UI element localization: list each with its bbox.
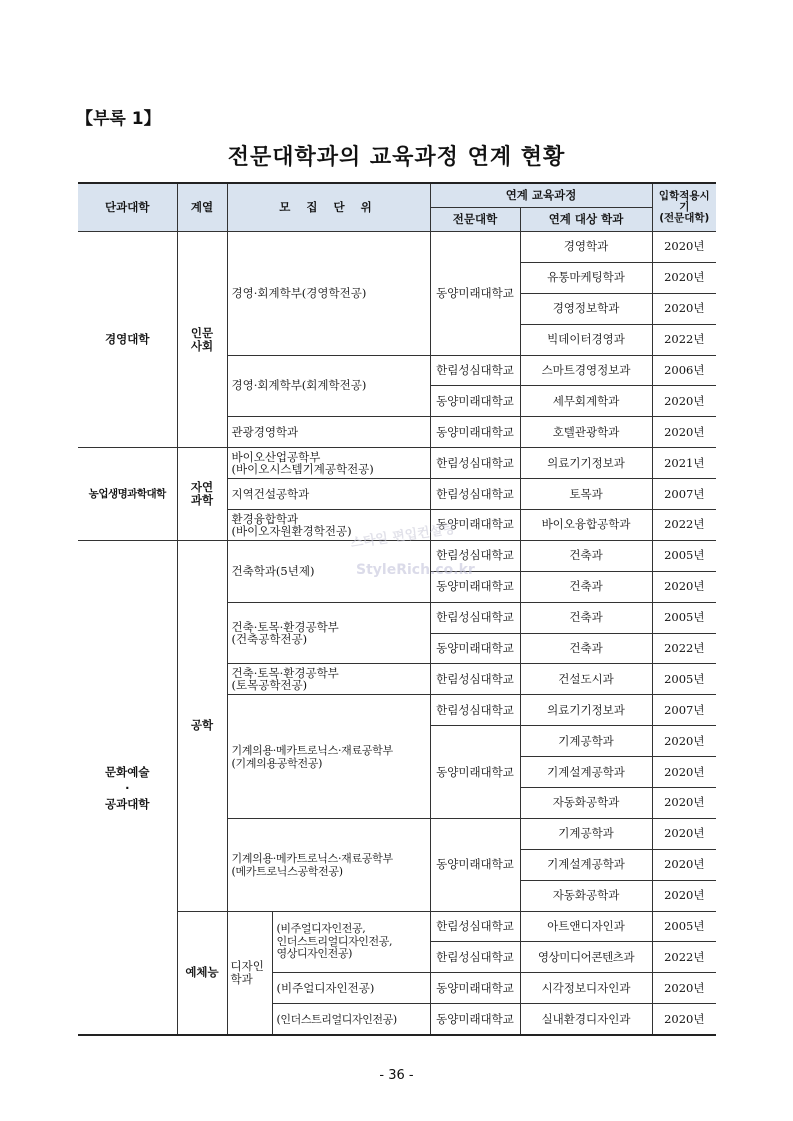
table-header-row [78, 183, 716, 208]
header-unit: 모 집 단 위 [227, 183, 430, 232]
unit-cell: 경영·회계학부(경영학전공) [227, 232, 430, 356]
year-cell: 2007년 [652, 695, 716, 726]
header-linked-curriculum: 연계 교육과정 [430, 183, 652, 208]
track-cell: 인문 사회 [177, 232, 227, 448]
unit-cell: 바이오산업공학부 (바이오시스템기계공학전공) [227, 448, 430, 479]
junior-college-cell: 한림성심대학교 [430, 664, 520, 695]
junior-college-cell: 한림성심대학교 [430, 942, 520, 973]
year-cell: 2021년 [652, 448, 716, 479]
target-dept-cell: 건축과 [520, 602, 652, 633]
target-dept-cell: 기계공학과 [520, 818, 652, 849]
header-target-dept: 연계 대상 학과 [520, 208, 652, 232]
unit-cell: (인더스트리얼디자인전공) [272, 1004, 430, 1035]
year-cell: 2020년 [652, 1004, 716, 1035]
unit-cell: 경영·회계학부(회계학전공) [227, 355, 430, 417]
junior-college-cell: 동양미래대학교 [430, 973, 520, 1004]
year-cell: 2020년 [652, 417, 716, 448]
year-cell: 2020년 [652, 262, 716, 293]
junior-college-cell: 한림성심대학교 [430, 695, 520, 726]
junior-college-cell: 동양미래대학교 [430, 726, 520, 819]
junior-college-cell: 한림성심대학교 [430, 602, 520, 633]
year-cell: 2020년 [652, 293, 716, 324]
year-cell: 2020년 [652, 849, 716, 880]
junior-college-cell: 동양미래대학교 [430, 232, 520, 356]
page-title: 전문대학과의 교육과정 연계 현황 [227, 145, 566, 170]
target-dept-cell: 건축과 [520, 633, 652, 664]
table-row [78, 448, 716, 479]
track-cell: 자연 과학 [177, 448, 227, 541]
header-admission-year [652, 183, 716, 232]
target-dept-cell: 스마트경영정보과 [520, 355, 652, 386]
target-dept-cell: 의료기기정보과 [520, 448, 652, 479]
junior-college-cell: 동양미래대학교 [430, 818, 520, 911]
junior-college-cell: 동양미래대학교 [430, 571, 520, 602]
unit-cell: 기계의용·메카트로닉스·재료공학부 (기계의용공학전공) [227, 695, 430, 819]
unit-cell: 지역건설공학과 [227, 479, 430, 510]
college-cell: 문화예술 · 공과대학 [78, 540, 177, 1035]
year-cell: 2020년 [652, 973, 716, 1004]
watermark-text: 스타일 편입컨설팅 [349, 521, 456, 552]
unit-cell: 건축학과(5년제) [227, 540, 430, 602]
college-cell: 농업생명과학대학 [78, 448, 177, 541]
target-dept-cell: 바이오융합공학과 [520, 510, 652, 541]
junior-college-cell: 동양미래대학교 [430, 633, 520, 664]
year-cell: 2005년 [652, 664, 716, 695]
year-cell: 2022년 [652, 510, 716, 541]
unit-cell: 관광경영학과 [227, 417, 430, 448]
year-cell: 2022년 [652, 324, 716, 355]
target-dept-cell: 빅데이터경영과 [520, 324, 652, 355]
junior-college-cell: 한림성심대학교 [430, 448, 520, 479]
watermark-url: StyleRich.co.kr [356, 562, 475, 578]
unit-cell: (비주얼디자인전공) [272, 973, 430, 1004]
year-cell: 2020년 [652, 788, 716, 819]
appendix-label: 【부록 1】 [76, 109, 161, 129]
target-dept-cell: 토목과 [520, 479, 652, 510]
college-cell: 경영대학 [78, 232, 177, 448]
junior-college-cell: 한림성심대학교 [430, 479, 520, 510]
target-dept-cell: 시각정보디자인과 [520, 973, 652, 1004]
junior-college-cell: 동양미래대학교 [430, 1004, 520, 1035]
table-row [78, 232, 716, 263]
header-college: 단과대학 [78, 183, 177, 232]
junior-college-cell: 한림성심대학교 [430, 355, 520, 386]
year-cell: 2022년 [652, 633, 716, 664]
year-cell: 2005년 [652, 911, 716, 942]
target-dept-cell: 유통마케팅학과 [520, 262, 652, 293]
header-junior-college: 전문대학 [430, 208, 520, 232]
unit-cell: 건축·토목·환경공학부 (건축공학전공) [227, 602, 430, 664]
junior-college-cell: 동양미래대학교 [430, 510, 520, 541]
junior-college-cell: 동양미래대학교 [430, 386, 520, 417]
unit-cell: 환경융합학과 (바이오자원환경학전공) [227, 510, 430, 541]
target-dept-cell: 기계설계공학과 [520, 849, 652, 880]
unit-cell: (비주얼디자인전공, 인더스트리얼디자인전공, 영상디자인전공) [272, 911, 430, 973]
target-dept-cell: 건설도시과 [520, 664, 652, 695]
target-dept-cell: 건축과 [520, 571, 652, 602]
year-cell: 2020년 [652, 726, 716, 757]
target-dept-cell: 아트앤디자인과 [520, 911, 652, 942]
year-cell: 2020년 [652, 757, 716, 788]
junior-college-cell: 동양미래대학교 [430, 417, 520, 448]
target-dept-cell: 세무회계학과 [520, 386, 652, 417]
year-cell: 2020년 [652, 818, 716, 849]
header-admission-year-sub: (전문대학) [659, 212, 710, 224]
curriculum-table [78, 182, 716, 1036]
year-cell: 2020년 [652, 880, 716, 911]
track-cell: 공학 [177, 540, 227, 911]
page-number: - 36 - [379, 1068, 414, 1083]
table-row [78, 540, 716, 571]
header-track: 계열 [177, 183, 227, 232]
year-cell: 2005년 [652, 602, 716, 633]
year-cell: 2020년 [652, 386, 716, 417]
target-dept-cell: 영상미디어콘텐츠과 [520, 942, 652, 973]
year-cell: 2006년 [652, 355, 716, 386]
year-cell: 2020년 [652, 232, 716, 263]
target-dept-cell: 자동화공학과 [520, 880, 652, 911]
target-dept-cell: 건축과 [520, 540, 652, 571]
year-cell: 2020년 [652, 571, 716, 602]
target-dept-cell: 의료기기정보과 [520, 695, 652, 726]
target-dept-cell: 호텔관광학과 [520, 417, 652, 448]
unit-cell: 건축·토목·환경공학부 (토목공학전공) [227, 664, 430, 695]
year-cell: 2007년 [652, 479, 716, 510]
target-dept-cell: 경영학과 [520, 232, 652, 263]
unit-cell: 기계의용·메카트로닉스·재료공학부 (메카트로닉스공학전공) [227, 818, 430, 911]
track-cell: 예체능 [177, 911, 227, 1035]
target-dept-cell: 실내환경디자인과 [520, 1004, 652, 1035]
target-dept-cell: 기계설계공학과 [520, 757, 652, 788]
junior-college-cell: 한림성심대학교 [430, 911, 520, 942]
year-cell: 2022년 [652, 942, 716, 973]
year-cell: 2005년 [652, 540, 716, 571]
target-dept-cell: 경영정보학과 [520, 293, 652, 324]
header-admission-year-label: 입학적용시기 [658, 190, 710, 213]
target-dept-cell: 기계공학과 [520, 726, 652, 757]
design-dept-cell: 디자인 학과 [227, 911, 272, 1035]
junior-college-cell: 한림성심대학교 [430, 540, 520, 571]
target-dept-cell: 자동화공학과 [520, 788, 652, 819]
